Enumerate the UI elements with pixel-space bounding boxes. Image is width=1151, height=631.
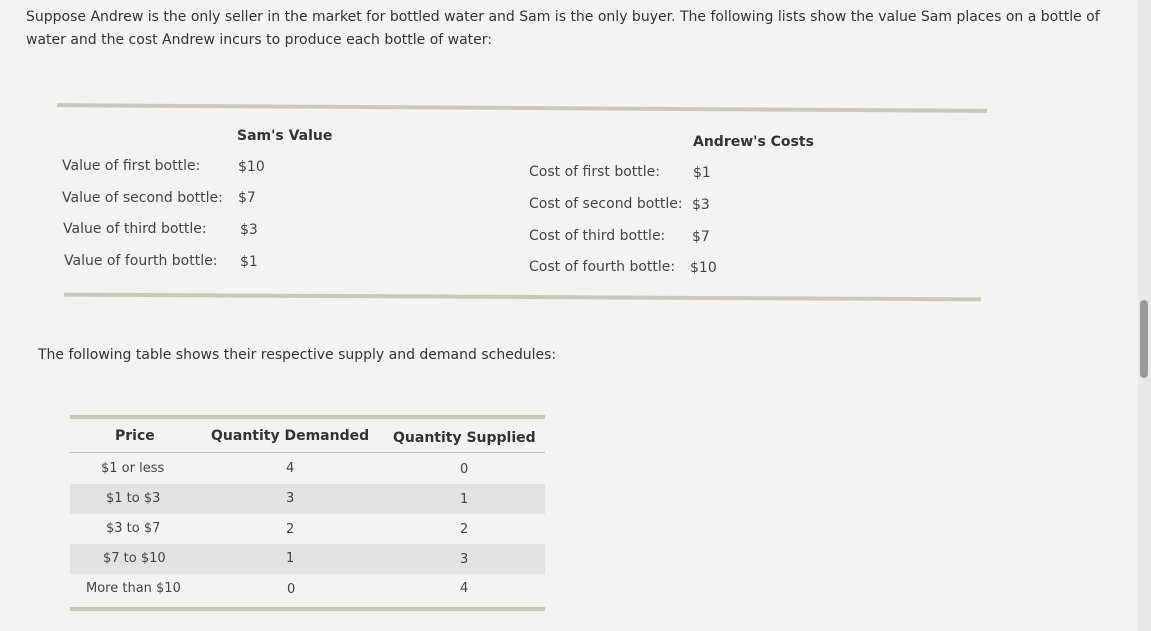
price-cell: $1 or less — [101, 461, 165, 476]
andrew-cost-label-3: Cost of third bottle: — [529, 228, 666, 244]
sam-value-label-2: Value of second bottle: — [62, 190, 223, 206]
andrew-cost-label-2: Cost of second bottle: — [529, 196, 683, 212]
sam-value-label-3: Value of third bottle: — [63, 221, 207, 237]
table-row — [70, 544, 545, 574]
sam-value-2: $7 — [238, 190, 256, 206]
qd-cell: 3 — [286, 491, 295, 506]
andrew-cost-label-1: Cost of first bottle: — [529, 164, 660, 180]
qs-cell: 0 — [460, 462, 469, 477]
qd-cell: 2 — [286, 522, 295, 537]
price-cell: More than $10 — [86, 581, 181, 596]
table-row — [70, 514, 545, 544]
qs-cell: 4 — [460, 581, 469, 596]
table-row — [70, 484, 545, 514]
qd-cell: 0 — [287, 582, 296, 597]
header-quantity-demanded: Quantity Demanded — [211, 428, 370, 444]
price-cell: $7 to $10 — [103, 551, 166, 566]
sam-value-4: $1 — [240, 254, 258, 270]
andrew-cost-3: $7 — [692, 229, 710, 245]
values-top-rule — [57, 103, 987, 113]
qd-cell: 1 — [286, 551, 295, 566]
header-price: Price — [115, 428, 155, 444]
qs-cell: 2 — [460, 522, 469, 537]
price-cell: $3 to $7 — [106, 521, 161, 536]
table-top-rule — [70, 415, 545, 419]
table-row — [70, 454, 545, 484]
sam-value-label-4: Value of fourth bottle: — [64, 253, 218, 269]
qs-cell: 1 — [460, 492, 469, 507]
qs-cell: 3 — [460, 552, 469, 567]
sam-value-label-1: Value of first bottle: — [62, 158, 201, 174]
sam-value-1: $10 — [238, 159, 265, 175]
scrollbar-thumb[interactable] — [1140, 300, 1148, 378]
andrew-cost-label-4: Cost of fourth bottle: — [529, 259, 676, 275]
intro-text: Suppose Andrew is the only seller in the market for bottled water and Sam is the only buyer. The following lists show the value Sam places on a bottle of water and the cost Andrew incurs to produce each bottle of water: — [26, 9, 1100, 48]
andrew-cost-1: $1 — [693, 165, 711, 181]
table-header-line — [70, 452, 545, 453]
header-quantity-supplied: Quantity Supplied — [393, 430, 536, 446]
sam-value-header: Sam's Value — [237, 128, 333, 144]
andrew-cost-2: $3 — [692, 197, 710, 213]
sam-value-3: $3 — [240, 222, 258, 238]
andrew-cost-4: $10 — [690, 260, 717, 276]
schedule-intro-text: The following table shows their respective supply and demand schedules: — [38, 347, 557, 363]
table-row — [70, 574, 545, 604]
qd-cell: 4 — [286, 461, 295, 476]
andrew-costs-header: Andrew's Costs — [693, 134, 814, 150]
table-bottom-rule — [70, 607, 545, 611]
price-cell: $1 to $3 — [106, 491, 161, 506]
values-bottom-rule — [64, 293, 981, 302]
